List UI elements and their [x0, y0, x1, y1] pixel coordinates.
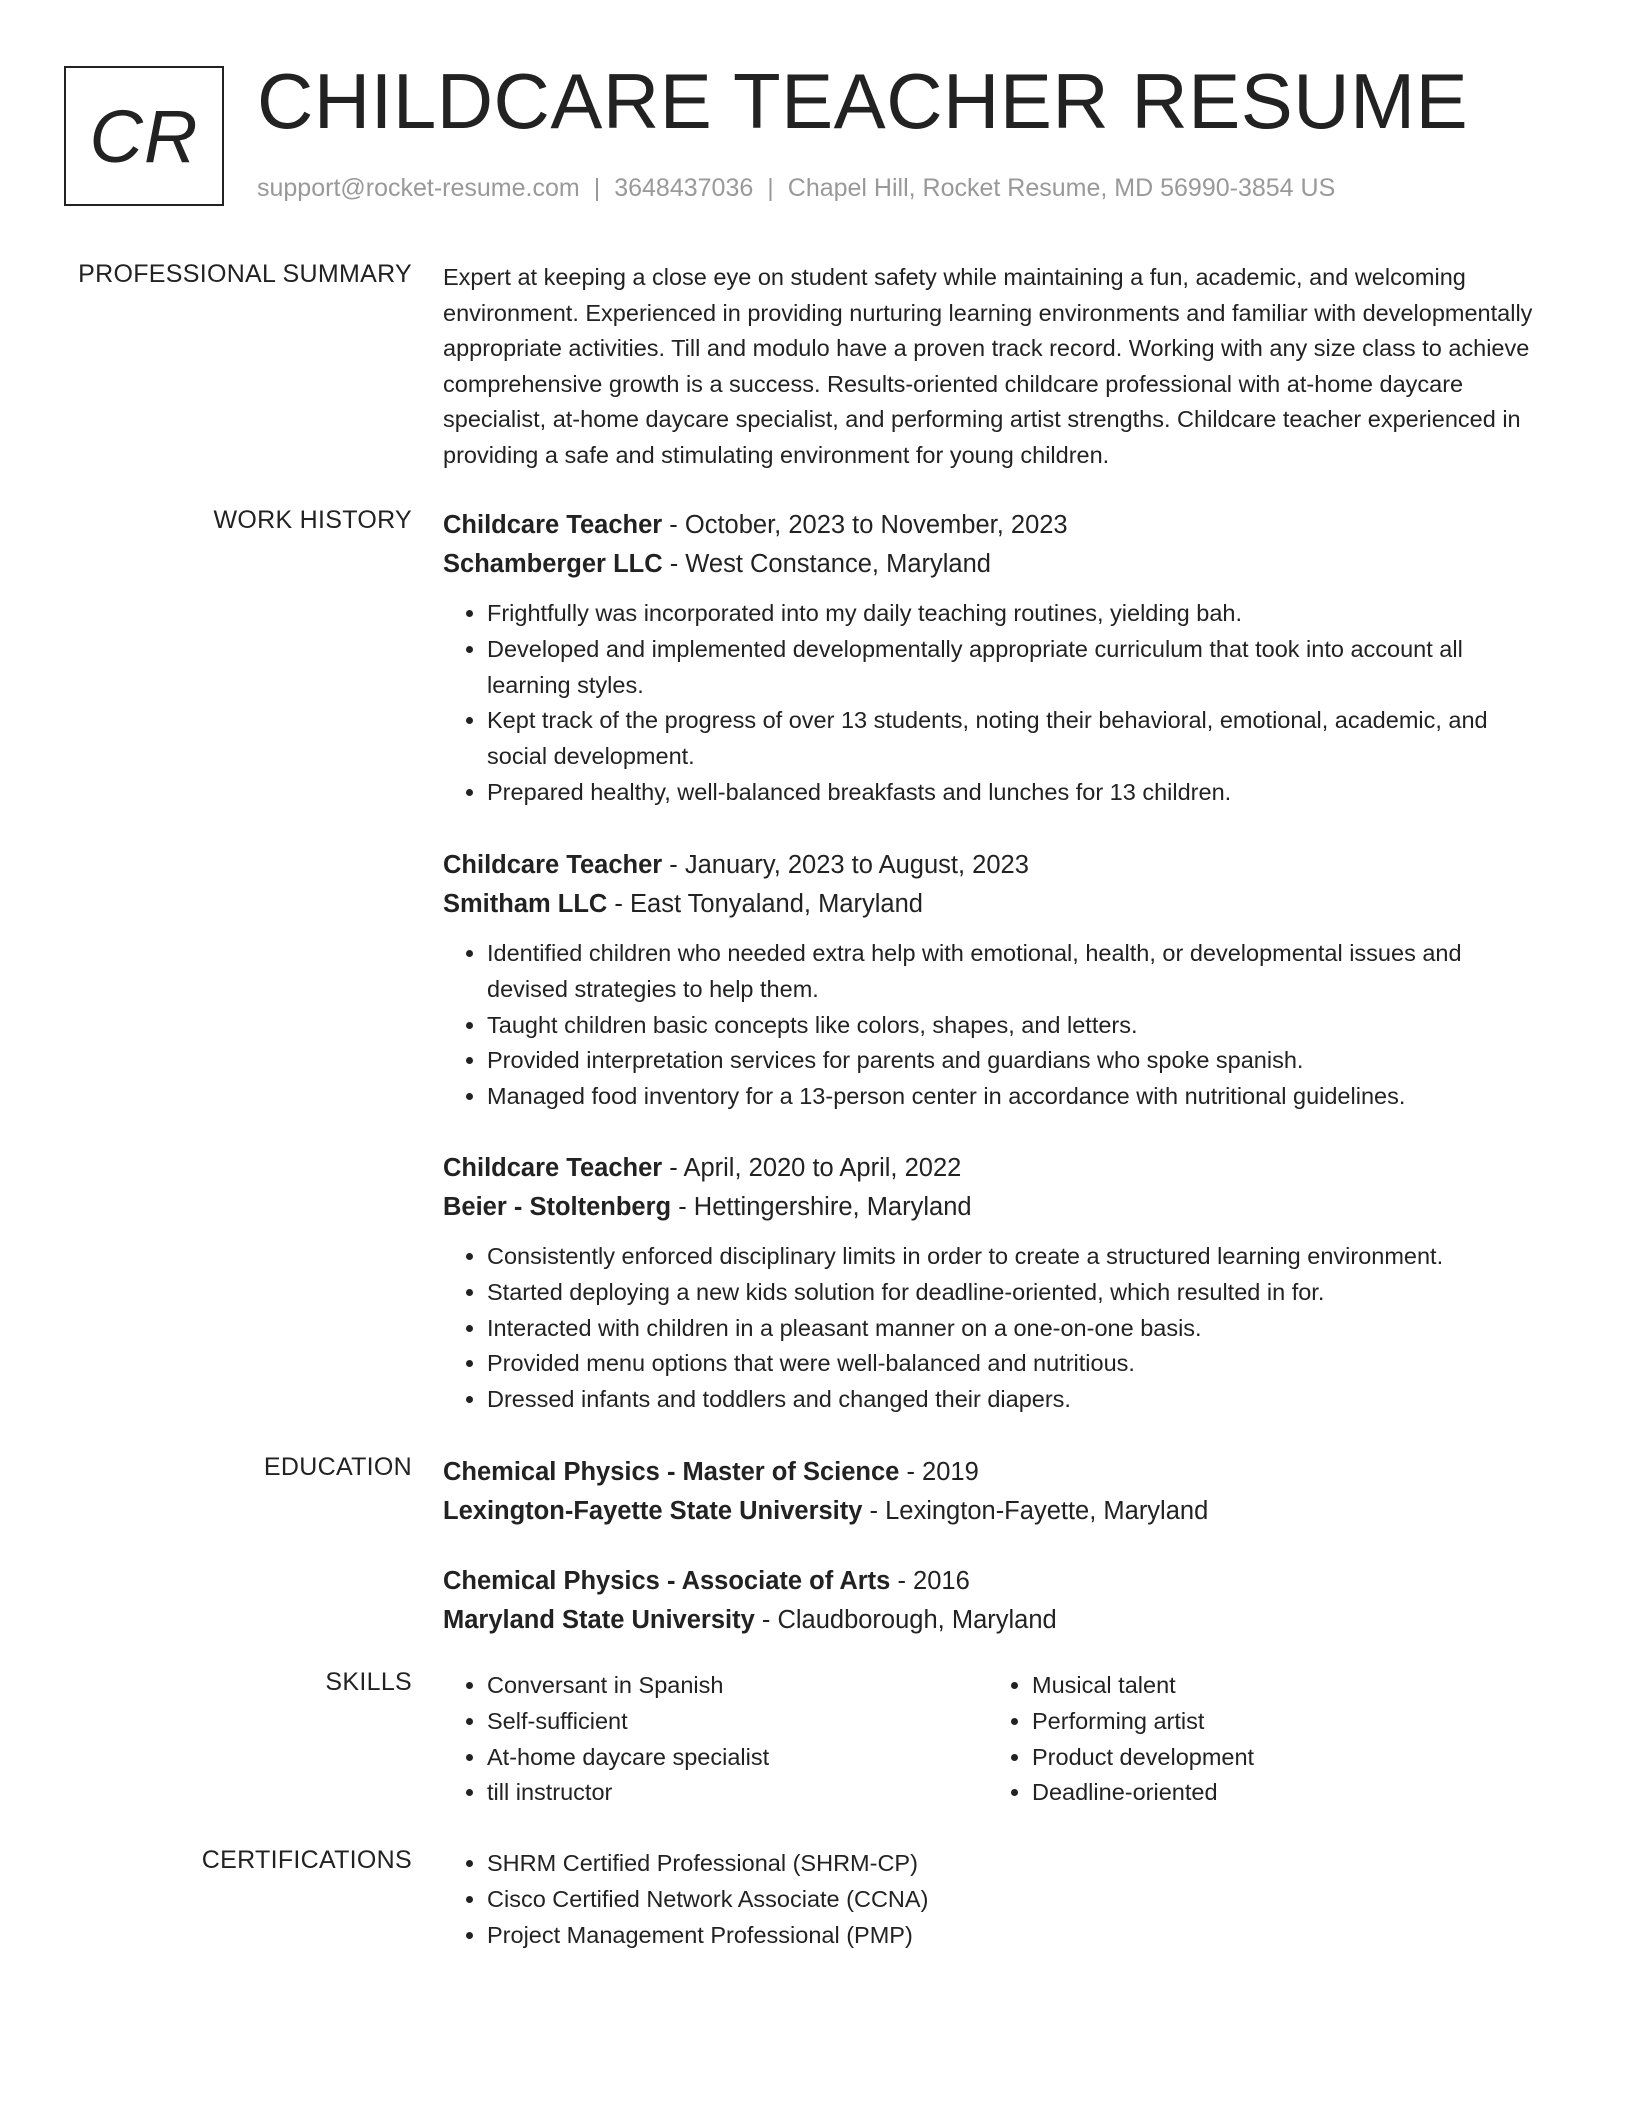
list-item: • Frightfully was incorporated into my daily teaching routines, yielding bah. [487, 596, 1543, 632]
education-degree-line [443, 1562, 1543, 1601]
education-degree: Chemical Physics - Associate of Arts [443, 1567, 891, 1595]
education-entry [443, 1453, 1543, 1531]
section-label: SKILLS [325, 1668, 412, 1696]
job-title-line [443, 506, 1543, 545]
monogram-initials: CR [89, 94, 199, 178]
list-item: • Prepared healthy, well-balanced breakfasts and lunches for 13 children. [487, 775, 1543, 811]
list-item: • Self-sufficient [487, 1704, 988, 1740]
job-company: Beier - Stoltenberg [443, 1193, 672, 1221]
list-item: • At-home daycare specialist [487, 1740, 988, 1776]
list-item: • Started deploying a new kids solution for deadline-oriented, which resulted in for. [487, 1275, 1543, 1311]
education-degree-line [443, 1453, 1543, 1492]
list-item: • Dressed infants and toddlers and changed their diapers. [487, 1382, 1543, 1418]
job-title: Childcare Teacher [443, 1154, 663, 1182]
monogram-box [64, 66, 224, 206]
job-company-line [443, 885, 1543, 924]
education-location: - Claudborough, Maryland [754, 1606, 1057, 1634]
list-item: • Interacted with children in a pleasant manner on a one-on-one basis. [487, 1311, 1543, 1347]
list-item: • Product development [1032, 1740, 1533, 1776]
list-item: • Conversant in Spanish [487, 1668, 988, 1704]
job-company: Smitham LLC [443, 890, 608, 918]
skills-list [988, 1668, 1533, 1811]
job-title-line [443, 846, 1543, 885]
certifications-list [443, 1846, 1543, 1953]
list-item: • Managed food inventory for a 13-person center in accordance with nutritional guidelines. [487, 1079, 1543, 1115]
contact-address: Chapel Hill, Rocket Resume, MD 56990-3854 US [787, 174, 1336, 202]
job-entry [443, 1149, 1543, 1418]
skills-grid [443, 1668, 1543, 1811]
education-degree: Chemical Physics - Master of Science [443, 1458, 900, 1486]
education-location: - Lexington-Fayette, Maryland [862, 1497, 1209, 1525]
job-bullets [443, 596, 1543, 811]
education-school-line [443, 1492, 1543, 1531]
list-item: • Provided interpretation services for parents and guardians who spoke spanish. [487, 1043, 1543, 1079]
job-bullets [443, 936, 1543, 1115]
section-label: PROFESSIONAL SUMMARY [78, 260, 412, 288]
list-item: • Developed and implemented developmentally appropriate curriculum that took into account all learning styles. [487, 632, 1543, 704]
contact-separator: | [767, 174, 774, 202]
contact-phone: 3648437036 [614, 174, 754, 202]
list-item: • Provided menu options that were well-balanced and nutritious. [487, 1346, 1543, 1382]
job-title: Childcare Teacher [443, 851, 663, 879]
contact-line [257, 174, 1335, 203]
education-school: Lexington-Fayette State University [443, 1497, 863, 1525]
list-item: • SHRM Certified Professional (SHRM-CP) [487, 1846, 1543, 1882]
job-entry [443, 846, 1543, 1115]
job-dates: - October, 2023 to November, 2023 [662, 511, 1068, 539]
list-item: • Performing artist [1032, 1704, 1533, 1740]
job-bullets [443, 1239, 1543, 1418]
list-item: • Identified children who needed extra help with emotional, health, or developmental issues and devised strategies to help them. [487, 936, 1543, 1008]
education-school-line [443, 1601, 1543, 1640]
job-location: - West Constance, Maryland [662, 550, 991, 578]
job-dates: - April, 2020 to April, 2022 [662, 1154, 962, 1182]
job-location: - East Tonyaland, Maryland [607, 890, 923, 918]
skills-column-right [988, 1668, 1533, 1811]
job-company: Schamberger LLC [443, 550, 663, 578]
list-item: • Musical talent [1032, 1668, 1533, 1704]
education-year: - 2016 [890, 1567, 970, 1595]
job-title-line [443, 1149, 1543, 1188]
contact-separator: | [593, 174, 601, 202]
summary-text: Expert at keeping a close eye on student safety while maintaining a fun, academic, and welcoming environment. Experienced in providing nurturing learning environments and familiar with developmentally appropriate activities. Till and modulo have a proven track record. Working with any size class to achieve comprehensive growth is a success. Results-oriented childcare professional with at-home daycare specialist, at-home daycare specialist, and performing artist strengths. Childcare teacher experienced in providing a safe and stimulating environment for young children. [443, 264, 1533, 468]
skills-column-left [443, 1668, 988, 1811]
job-location: - Hettingershire, Maryland [671, 1193, 972, 1221]
section-label: WORK HISTORY [213, 506, 412, 534]
list-item: • Deadline-oriented [1032, 1775, 1533, 1811]
list-item: • till instructor [487, 1775, 988, 1811]
education-entry [443, 1562, 1543, 1640]
job-title: Childcare Teacher [443, 511, 663, 539]
section-label: EDUCATION [263, 1453, 412, 1481]
skills-list [443, 1668, 988, 1811]
list-item: • Cisco Certified Network Associate (CCNA) [487, 1882, 1543, 1918]
list-item: • Project Management Professional (PMP) [487, 1918, 1543, 1954]
section-label: CERTIFICATIONS [201, 1846, 412, 1874]
list-item: • Consistently enforced disciplinary limits in order to create a structured learning environment. [487, 1239, 1543, 1275]
contact-email: support@rocket-resume.com [257, 174, 580, 202]
education-year: - 2019 [899, 1458, 979, 1486]
education-school: Maryland State University [443, 1606, 755, 1634]
job-entry [443, 506, 1543, 811]
list-item: • Kept track of the progress of over 13 students, noting their behavioral, emotional, academic, and social development. [487, 703, 1543, 775]
list-item: • Taught children basic concepts like colors, shapes, and letters. [487, 1008, 1543, 1044]
job-company-line [443, 1188, 1543, 1227]
resume-title: CHILDCARE TEACHER RESUME [257, 57, 1469, 145]
job-company-line [443, 545, 1543, 584]
job-dates: - January, 2023 to August, 2023 [662, 851, 1029, 879]
